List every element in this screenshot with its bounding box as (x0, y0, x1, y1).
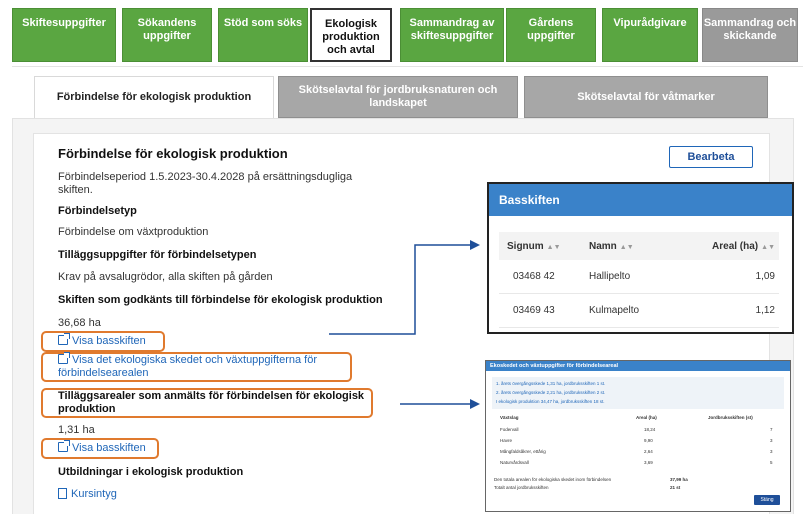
training-label: Utbildningar i ekologisk produktion (58, 466, 244, 478)
basskiften-table (499, 232, 779, 328)
step-label: Stöd som söks (223, 17, 303, 29)
step-label: Sökandens uppgifter (137, 17, 197, 42)
subtab-label: Skötselavtal för jordbruksnaturen och landskapet (298, 84, 498, 109)
approved-area-value: 36,68 ha (58, 317, 101, 329)
total-fields-value: 21 st (670, 485, 681, 490)
additional-area-label: Tilläggsarealer som anmälts för förbindelsen för ekologisk produktion (58, 390, 365, 415)
sort-icon: ▲▼ (619, 243, 634, 251)
crop-name: Fodervall (500, 427, 519, 432)
subtab-label: Förbindelse för ekologisk produktion (56, 91, 252, 103)
column-header-fields: Jordbruksskiften (st) (708, 415, 753, 420)
edit-button[interactable]: Bearbeta (669, 146, 753, 168)
extra-info-label: Tilläggsuppgifter för förbindelsetypen (58, 249, 257, 261)
eco-stage-dialog (485, 360, 791, 512)
link-label: Kursintyg (71, 488, 117, 500)
dialog-title: Basskiften (489, 184, 792, 216)
arrow-head (470, 399, 480, 409)
additional-area-value: 1,31 ha (58, 424, 95, 436)
crop-fields: 7 (770, 427, 773, 432)
dialog-title: Ekoskedet och växtuppgifter för förbindelseareal (486, 361, 790, 371)
commitment-type-label: Förbindelsetyp (58, 205, 137, 217)
total-area-label: Den totala arealen för ekologiska skedet inom förbindelsen (494, 477, 612, 482)
column-header-area: Areal (ha) (636, 415, 657, 420)
header-label: Signum (507, 240, 544, 252)
total-area-value: 37,99 ha (670, 477, 688, 482)
crop-area: 2,64 (644, 449, 653, 454)
arrow-head (470, 240, 480, 250)
column-header-crop: Växtslag (500, 415, 519, 420)
link-label: Visa basskiften (72, 442, 146, 454)
link-label: Visa basskiften (72, 335, 146, 347)
crop-name: Mångfaldsåkrer, ettårig (500, 449, 546, 454)
cell-name: Hallipelto (589, 271, 631, 282)
close-button[interactable]: Stäng (754, 495, 780, 505)
cell-name: Kulmapelto (589, 305, 640, 316)
subtab-label: Skötselavtal för våtmarker (577, 90, 715, 103)
commitment-type-value: Förbindelse om växtproduktion (58, 226, 209, 238)
step-label: Gårdens uppgifter (527, 17, 575, 42)
column-header-name[interactable] (589, 241, 699, 252)
page-title: Förbindelse för ekologisk produktion (58, 146, 288, 161)
link-label: Visa det ekologiska skedet och växtuppgifterna för förbindelsearealen (58, 354, 318, 379)
header-label: Namn (589, 240, 617, 252)
basskiften-dialog (487, 182, 794, 334)
crop-name: Havre (500, 438, 513, 443)
crop-name: Naturvårdsvall (500, 460, 529, 465)
stage-link-2[interactable]: 2. årets övergångsskede 2,21 ha, jordbruksskiften 2 st. (496, 390, 606, 395)
crop-area: 3,69 (644, 460, 653, 465)
crop-area: 9,90 (644, 438, 653, 443)
step-label: Vipurådgivare (613, 17, 687, 29)
step-label: Sammandrag av skiftesuppgifter (409, 17, 495, 42)
cell-area: 1,12 (755, 305, 775, 316)
header-label: Areal (ha) (712, 240, 759, 252)
cell-area: 1,09 (755, 271, 775, 282)
cell-signum: 03469 43 (513, 305, 555, 316)
crop-fields: 3 (770, 438, 773, 443)
crop-area: 18,24 (644, 427, 656, 432)
stage-link-3[interactable]: I ekologisk produktion 34,47 ha, jordbruksskiften 18 st. (496, 399, 605, 404)
sort-icon: ▲▼ (761, 243, 775, 251)
crop-fields: 3 (770, 449, 773, 454)
stage-link-1[interactable]: 1. årets övergångsskede 1,31 ha, jordbruksskiften 1 st. (496, 381, 606, 386)
table-row (499, 294, 779, 328)
step-label: Ekologisk produktion och avtal (322, 18, 380, 56)
extra-info-value: Krav på avsalugrödor, alla skiften på gården (58, 271, 273, 283)
sort-icon: ▲▼ (546, 243, 561, 251)
cell-signum: 03468 42 (513, 271, 555, 282)
step-label: Sammandrag och skickande (703, 17, 797, 42)
step-label: Skiftesuppgifter (22, 17, 106, 29)
column-header-signum[interactable] (499, 241, 589, 252)
approved-fields-label: Skiften som godkänts till förbindelse för ekologisk produktion (58, 294, 383, 306)
table-header (499, 232, 779, 260)
crop-fields: 5 (770, 460, 773, 465)
total-fields-label: Totalt antal jordbruksskiften (494, 485, 549, 490)
table-row (499, 260, 779, 294)
commitment-period: Förbindelseperiod 1.5.2023-30.4.2028 på ersättningsdugliga skiften. (58, 171, 353, 196)
column-header-area[interactable] (699, 241, 779, 252)
arrow-line (329, 245, 470, 334)
